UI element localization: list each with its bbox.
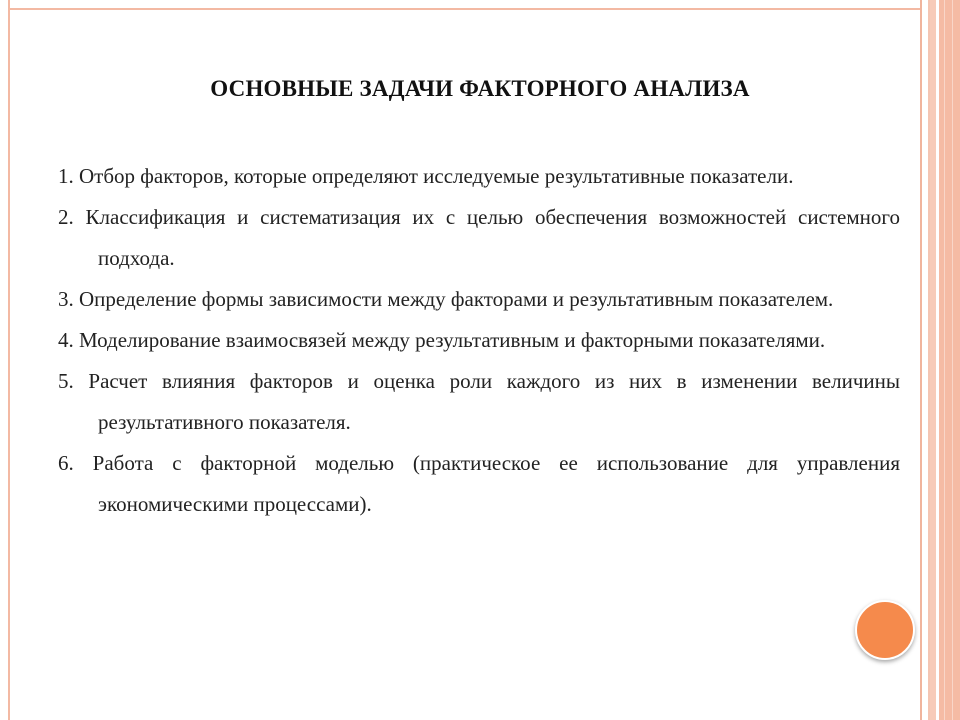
top-border-line	[10, 8, 920, 10]
right-stripe	[952, 0, 953, 720]
right-stripe	[944, 0, 945, 720]
task-item-5: 5. Расчет влияния факторов и оценка роли каждого из них в изменении величины результативного показателя.	[58, 369, 900, 434]
task-item-3: 3. Определение формы зависимости между факторами и результативным показателем.	[58, 287, 834, 311]
right-stripe	[939, 0, 960, 720]
orange-circle-ornament	[855, 600, 915, 660]
task-item-4: 4. Моделирование взаимосвязей между результативным и факторными показателями.	[58, 328, 826, 352]
slide-title: ОСНОВНЫЕ ЗАДАЧИ ФАКТОРНОГО АНАЛИЗА	[210, 76, 750, 101]
task-list	[58, 156, 900, 525]
left-border-line	[8, 0, 10, 720]
task-item-2: 2. Классификация и систематизация их с целью обеспечения возможностей системного подхода.	[58, 205, 900, 270]
task-item-1: 1. Отбор факторов, которые определяют исследуемые результативные показатели.	[58, 164, 794, 188]
task-item-6: 6. Работа с факторной моделью (практическое ее использование для управления экономическими процессами).	[58, 451, 900, 516]
